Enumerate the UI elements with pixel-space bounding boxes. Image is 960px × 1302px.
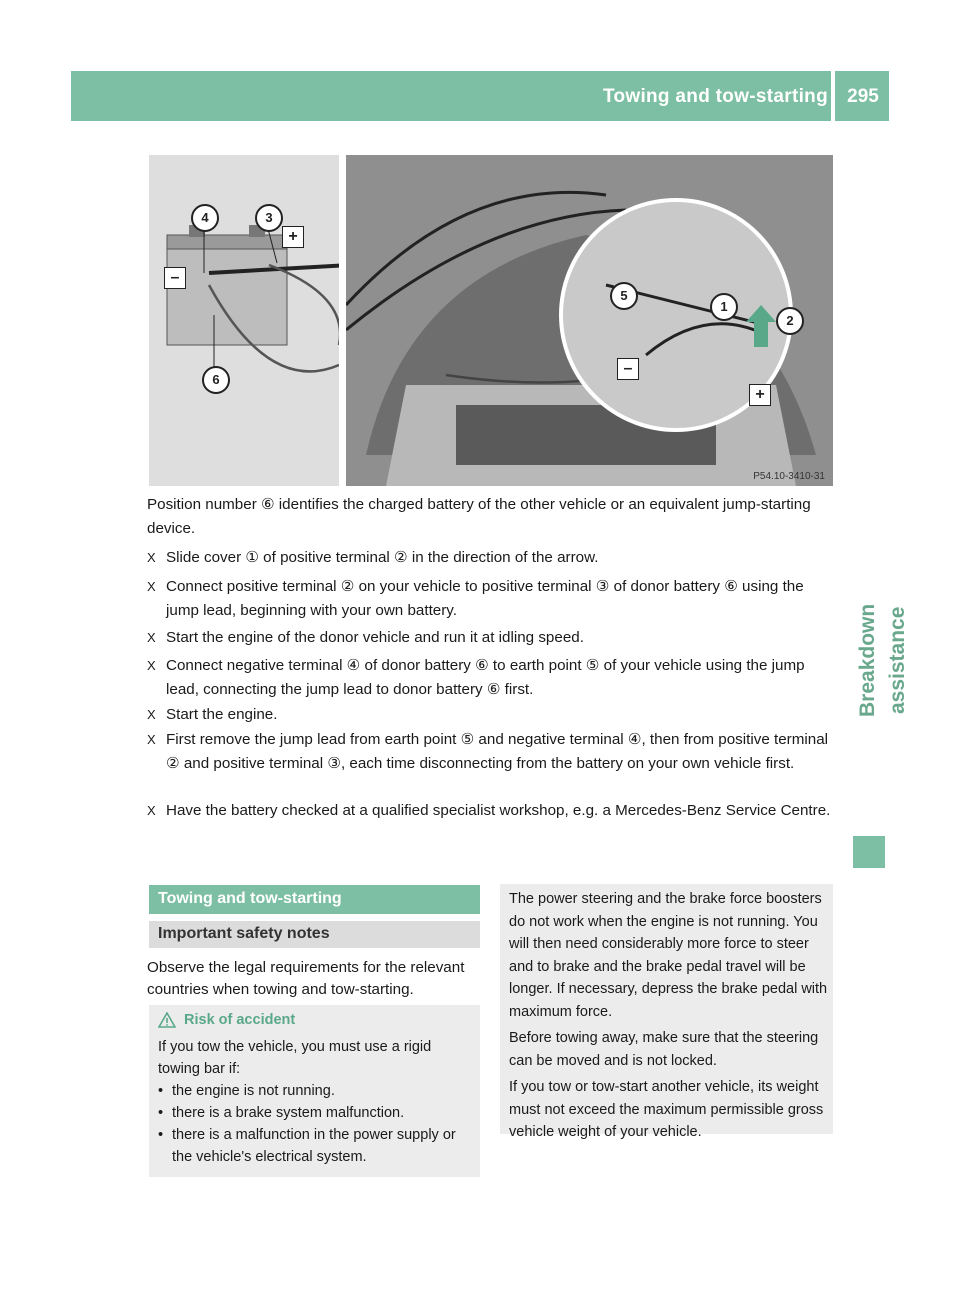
step-6	[147, 728, 837, 776]
figure-code: P54.10-3410-31	[753, 471, 825, 482]
step-text: Slide cover ① of positive terminal ② in the direction of the arrow.	[166, 549, 599, 566]
step-marker-icon: X	[147, 707, 156, 722]
subheading: Important safety notes	[158, 925, 330, 942]
section-intro: Observe the legal requirements for the relevant countries when towing and tow-starting.	[147, 959, 465, 998]
info-paragraph: Before towing away, make sure that the steering can be moved and is not locked.	[509, 1030, 819, 1069]
step-text: Start the engine.	[166, 706, 278, 723]
intro-paragraph: Position number ⑥ identifies the charged battery of the other vehicle or an equivalent jump-starting device.	[147, 496, 811, 537]
minus-sign-icon: –	[617, 358, 639, 380]
warning-bullet: • there is a malfunction in the power supply or the vehicle's electrical system.	[158, 1124, 473, 1168]
warning-triangle-icon	[158, 1012, 176, 1028]
info-paragraph: The power steering and the brake force boosters do not work when the engine is not running. You will then need considerably more force to steer and to brake and the brake pedal travel will be longer. If necessary, depress the brake pedal with maximum force.	[509, 891, 828, 1020]
header-separator	[831, 71, 835, 121]
side-tab-label: Breakdown assistance	[856, 603, 909, 717]
step-marker-icon: X	[147, 803, 156, 818]
running-header-title: Towing and tow-starting	[602, 86, 828, 107]
step-7	[147, 799, 837, 823]
step-marker-icon: X	[147, 732, 156, 747]
step-marker-icon: X	[147, 630, 156, 645]
callout-3: 3	[255, 204, 283, 232]
info-paragraph: If you tow or tow-start another vehicle, its weight must not exceed the maximum permissible gross vehicle weight of your vehicle.	[509, 1079, 824, 1140]
warning-bullet: • there is a brake system malfunction.	[158, 1102, 473, 1124]
step-5	[147, 703, 837, 727]
callout-5: 5	[610, 282, 638, 310]
callout-2: 2	[776, 307, 804, 335]
step-1	[147, 546, 837, 570]
warning-body	[158, 1036, 473, 1168]
warning-text: If you tow the vehicle, you must use a rigid towing bar if:	[158, 1039, 432, 1077]
vehicle-engine-panel	[346, 155, 833, 486]
callout-4: 4	[191, 204, 219, 232]
warning-bullet: • the engine is not running.	[158, 1080, 473, 1102]
donor-battery-drawing	[149, 155, 339, 486]
minus-sign-icon: –	[164, 267, 186, 289]
step-2	[147, 575, 837, 623]
step-3	[147, 626, 837, 650]
callout-6: 6	[202, 366, 230, 394]
callout-1: 1	[710, 293, 738, 321]
jump-start-illustration	[149, 155, 833, 486]
step-text: Connect negative terminal ④ of donor battery ⑥ to earth point ⑤ of your vehicle using the jump lead, connecting the jump lead to donor battery ⑥ first.	[166, 657, 805, 698]
info-box-body	[509, 888, 829, 1148]
step-marker-icon: X	[147, 579, 156, 594]
page-number: 295	[847, 86, 879, 107]
step-4	[147, 654, 837, 702]
donor-battery-panel	[149, 155, 339, 486]
step-text: Connect positive terminal ② on your vehicle to positive terminal ③ of donor battery ⑥ using the jump lead, beginning with your own battery.	[166, 578, 804, 619]
step-text: Have the battery checked at a qualified specialist workshop, e.g. a Mercedes-Benz Service Centre.	[166, 802, 831, 819]
warning-title: Risk of accident	[184, 1012, 296, 1028]
step-marker-icon: X	[147, 658, 156, 673]
engine-bay-drawing	[346, 155, 833, 486]
side-tab-marker	[853, 836, 885, 868]
step-text: Start the engine of the donor vehicle and run it at idling speed.	[166, 629, 584, 646]
plus-sign-icon: +	[282, 226, 304, 248]
step-marker-icon: X	[147, 550, 156, 565]
section-heading: Towing and tow-starting	[158, 890, 342, 907]
step-text: First remove the jump lead from earth point ⑤ and negative terminal ④, then from positive terminal ② and positive terminal ③, each time disconnecting from the battery on your own vehicle first.	[166, 731, 829, 772]
plus-sign-icon: +	[749, 384, 771, 406]
